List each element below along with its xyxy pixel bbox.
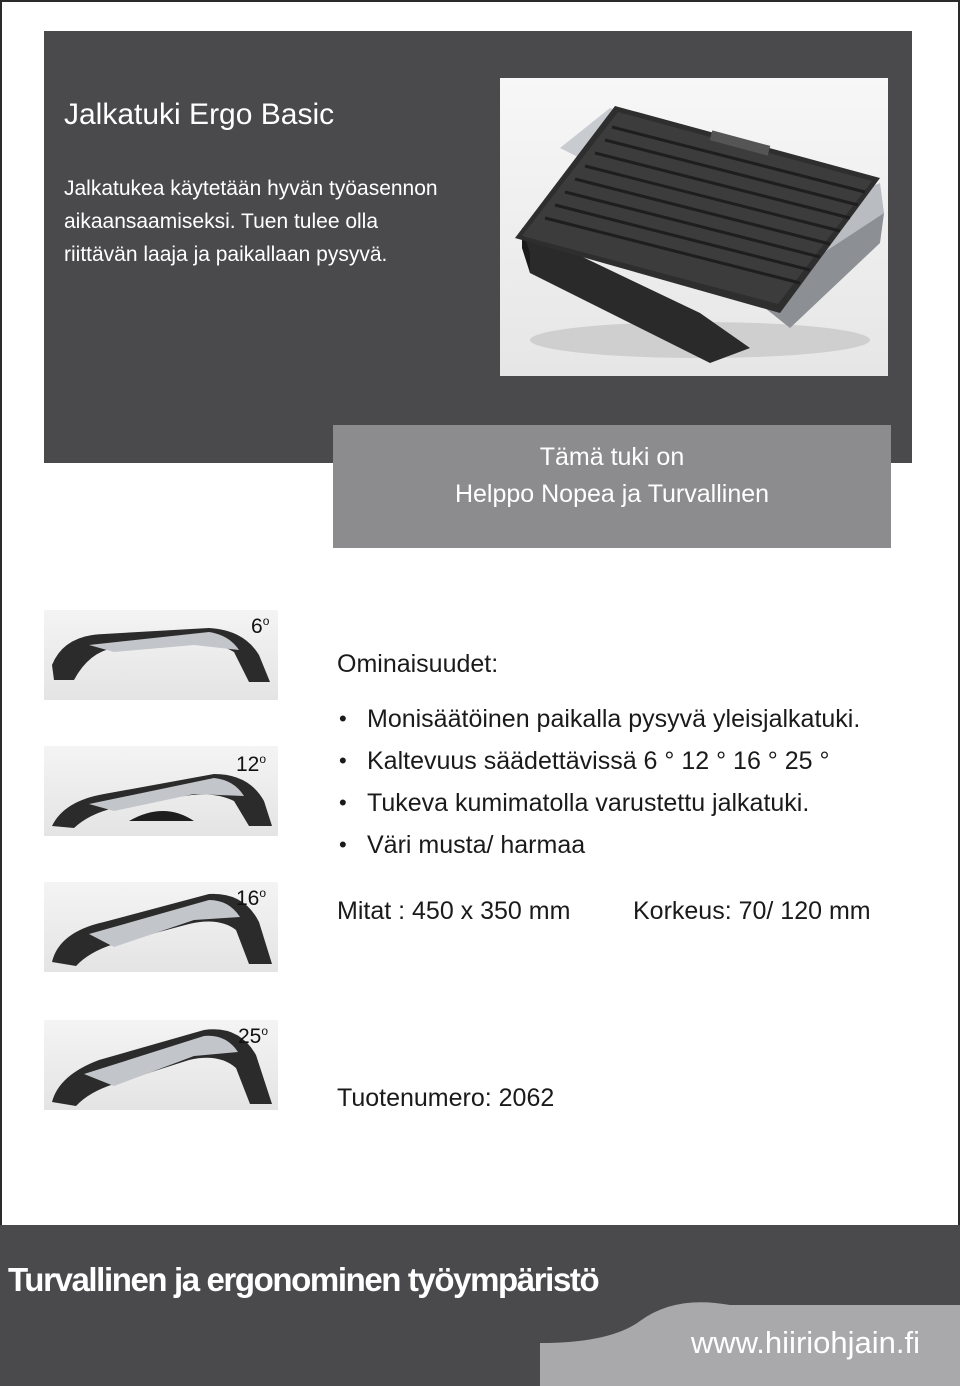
angle-photo-6-icon [44,610,278,700]
angle-label-16: 16$^o$ [236,886,267,910]
features-heading: Ominaisuudet: [337,650,499,678]
tagline-line-1: Tämä tuki on [539,443,685,471]
dimensions-height: Korkeus: 70/ 120 mm [633,897,871,925]
list-item: • Tukeva kumimatolla varustettu jalkatuki. [337,784,860,826]
angle-label-25: 25$^o$ [238,1024,269,1048]
footer-band [0,1225,960,1386]
feature-list [337,700,860,868]
footer-url-link[interactable]: www.hiiriohjain.fi [690,1325,920,1360]
bullet-icon: • [339,706,347,731]
footrest-photo-icon [500,78,888,376]
product-number: Tuotenumero: 2062 [337,1084,555,1112]
bullet-icon: • [339,748,347,773]
product-description: Jalkatukea käytetään hyvän työasennon aikaansaamiseksi. Tuen tulee olla riittävän laaja ja paikallaan pysyvä. [64,177,438,266]
bullet-icon: • [339,790,347,815]
list-item: • Monisäätöinen paikalla pysyvä yleisjalkatuki. [337,700,860,742]
angle-label-12: 12$^o$ [236,752,267,776]
angle-label-6: 6$^o$ [251,614,270,638]
dimensions-size: Mitat : 450 x 350 mm [337,897,571,925]
tagline-line-2: Helppo Nopea ja Turvallinen [454,480,770,508]
footer-wave [0,1225,960,1386]
footer-slogan: Turvallinen ja ergonominen työympäristö [8,1261,599,1298]
list-item: • Kaltevuus säädettävissä 6 ° 12 ° 16 ° 25 ° [337,742,860,784]
list-item: • Väri musta/ harmaa [337,826,860,868]
bullet-icon: • [339,832,347,857]
product-title: Jalkatuki Ergo Basic [64,98,335,131]
tagline-box [333,425,891,548]
